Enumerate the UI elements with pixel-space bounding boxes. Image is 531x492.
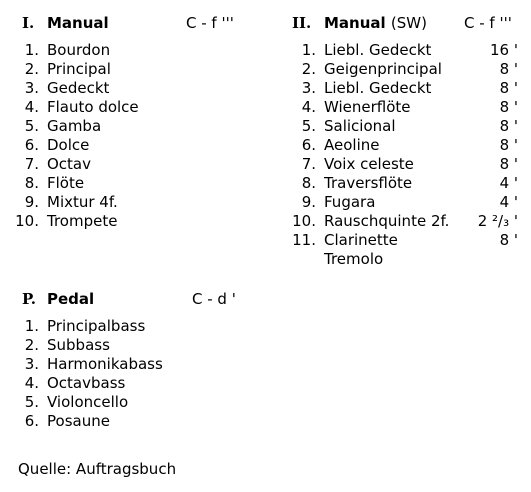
stop-pitch: 8 '	[499, 231, 518, 249]
stop-name: Mixtur 4f.	[47, 193, 118, 211]
stop-name: Octav	[47, 155, 92, 173]
stop-number: 11.	[292, 231, 316, 249]
stop-number: 7.	[301, 155, 316, 173]
stop-pitch: 8 '	[499, 155, 518, 173]
pedal-header	[0, 290, 260, 309]
manual-i-numeral: I.	[22, 14, 35, 32]
stop-name: Harmonikabass	[47, 355, 163, 373]
stop-number: 9.	[24, 193, 39, 211]
stop-number: 10.	[292, 212, 316, 230]
stop-name: Flauto dolce	[47, 98, 139, 116]
stop-number: 5.	[301, 117, 316, 135]
stop-name: Principal	[47, 60, 111, 78]
stop-number: 4.	[301, 98, 316, 116]
stop-name: Aeoline	[324, 136, 380, 154]
stop-pitch: 8 '	[499, 136, 518, 154]
stop-number: 2.	[24, 60, 39, 78]
stop-name: Salicional	[324, 117, 396, 135]
stop-number: 10.	[15, 212, 39, 230]
stop-number: 1.	[24, 317, 39, 335]
stop-number: 3.	[24, 79, 39, 97]
stop-row	[0, 136, 531, 155]
pedal-stop-list	[0, 317, 260, 431]
stop-number: 4.	[24, 98, 39, 116]
stop-name: Rauschquinte 2f.	[324, 212, 450, 230]
manual-ii-header	[0, 14, 531, 33]
manual-i-title: Manual	[47, 14, 109, 32]
stop-row	[0, 174, 531, 193]
stop-name: Violoncello	[47, 393, 129, 411]
stop-row	[0, 60, 531, 79]
stop-number: 2.	[24, 336, 39, 354]
stop-name: Posaune	[47, 412, 110, 430]
stop-name: Wienerflöte	[324, 98, 411, 116]
stop-number: 8.	[301, 174, 316, 192]
stop-number: 8.	[24, 174, 39, 192]
stop-row	[0, 412, 260, 431]
stop-number: 3.	[301, 79, 316, 97]
stop-number: 6.	[24, 412, 39, 430]
stop-number: 6.	[301, 136, 316, 154]
stop-name: Clarinette	[324, 231, 398, 249]
stop-row	[0, 374, 260, 393]
stop-pitch: 4 '	[499, 174, 518, 192]
stop-pitch: 8 '	[499, 98, 518, 116]
stop-name: Fugara	[324, 193, 376, 211]
stop-name: Liebl. Gedeckt	[324, 79, 432, 97]
stop-row	[0, 155, 531, 174]
stop-pitch: 4 '	[499, 193, 518, 211]
stop-name: Octavbass	[47, 374, 126, 392]
stop-row	[0, 355, 260, 374]
stop-name: Trompete	[47, 212, 118, 230]
manual-ii-subtitle: (SW)	[390, 14, 427, 32]
stop-row	[0, 98, 531, 117]
stop-number: 7.	[24, 155, 39, 173]
stop-number: 4.	[24, 374, 39, 392]
stop-pitch: 8 '	[499, 79, 518, 97]
stop-pitch: 16 '	[490, 41, 518, 59]
manual-i-range: C - f '''	[186, 14, 234, 32]
stop-name: Subbass	[47, 336, 110, 354]
stop-name: Traversflöte	[324, 174, 413, 192]
manual-ii-section	[0, 14, 531, 268]
stop-row	[0, 231, 531, 268]
stop-number: 6.	[24, 136, 39, 154]
stop-row	[0, 317, 260, 336]
stop-row	[0, 41, 531, 60]
stop-number: 1.	[301, 41, 316, 59]
stop-number: 1.	[24, 41, 39, 59]
stop-pitch: 8 '	[499, 60, 518, 78]
stop-name: Bourdon	[47, 41, 111, 59]
stop-number: 5.	[24, 393, 39, 411]
pedal-range: C - d '	[192, 290, 236, 308]
stop-row	[0, 212, 531, 231]
stop-name: Geigenprincipal	[324, 60, 442, 78]
manual-ii-title: Manual (SW)	[324, 14, 427, 32]
pedal-numeral: P.	[22, 290, 37, 308]
stop-number: 5.	[24, 117, 39, 135]
stop-number: 2.	[301, 60, 316, 78]
stop-number: 9.	[301, 193, 316, 211]
stop-extra: Tremolo	[324, 250, 384, 268]
source-note: Quelle: Auftragsbuch	[18, 460, 177, 478]
stop-name: Liebl. Gedeckt	[324, 41, 432, 59]
stop-row	[0, 393, 260, 412]
stop-name: Voix celeste	[324, 155, 414, 173]
pedal-section	[0, 290, 260, 431]
stop-pitch: 2 ²/₃ '	[477, 212, 518, 230]
stop-name: Gamba	[47, 117, 102, 135]
stop-name: Dolce	[47, 136, 90, 154]
manual-ii-range: C - f '''	[464, 14, 512, 32]
stop-number: 3.	[24, 355, 39, 373]
stop-name: Gedeckt	[47, 79, 110, 97]
pedal-title: Pedal	[47, 290, 95, 308]
stop-name: Flöte	[47, 174, 85, 192]
stop-name: Principalbass	[47, 317, 146, 335]
manual-ii-numeral: II.	[292, 14, 312, 32]
stop-row	[0, 336, 260, 355]
stop-row	[0, 193, 531, 212]
manual-ii-stop-list	[0, 41, 531, 268]
stop-row	[0, 117, 531, 136]
stop-row	[0, 79, 531, 98]
stop-pitch: 8 '	[499, 117, 518, 135]
